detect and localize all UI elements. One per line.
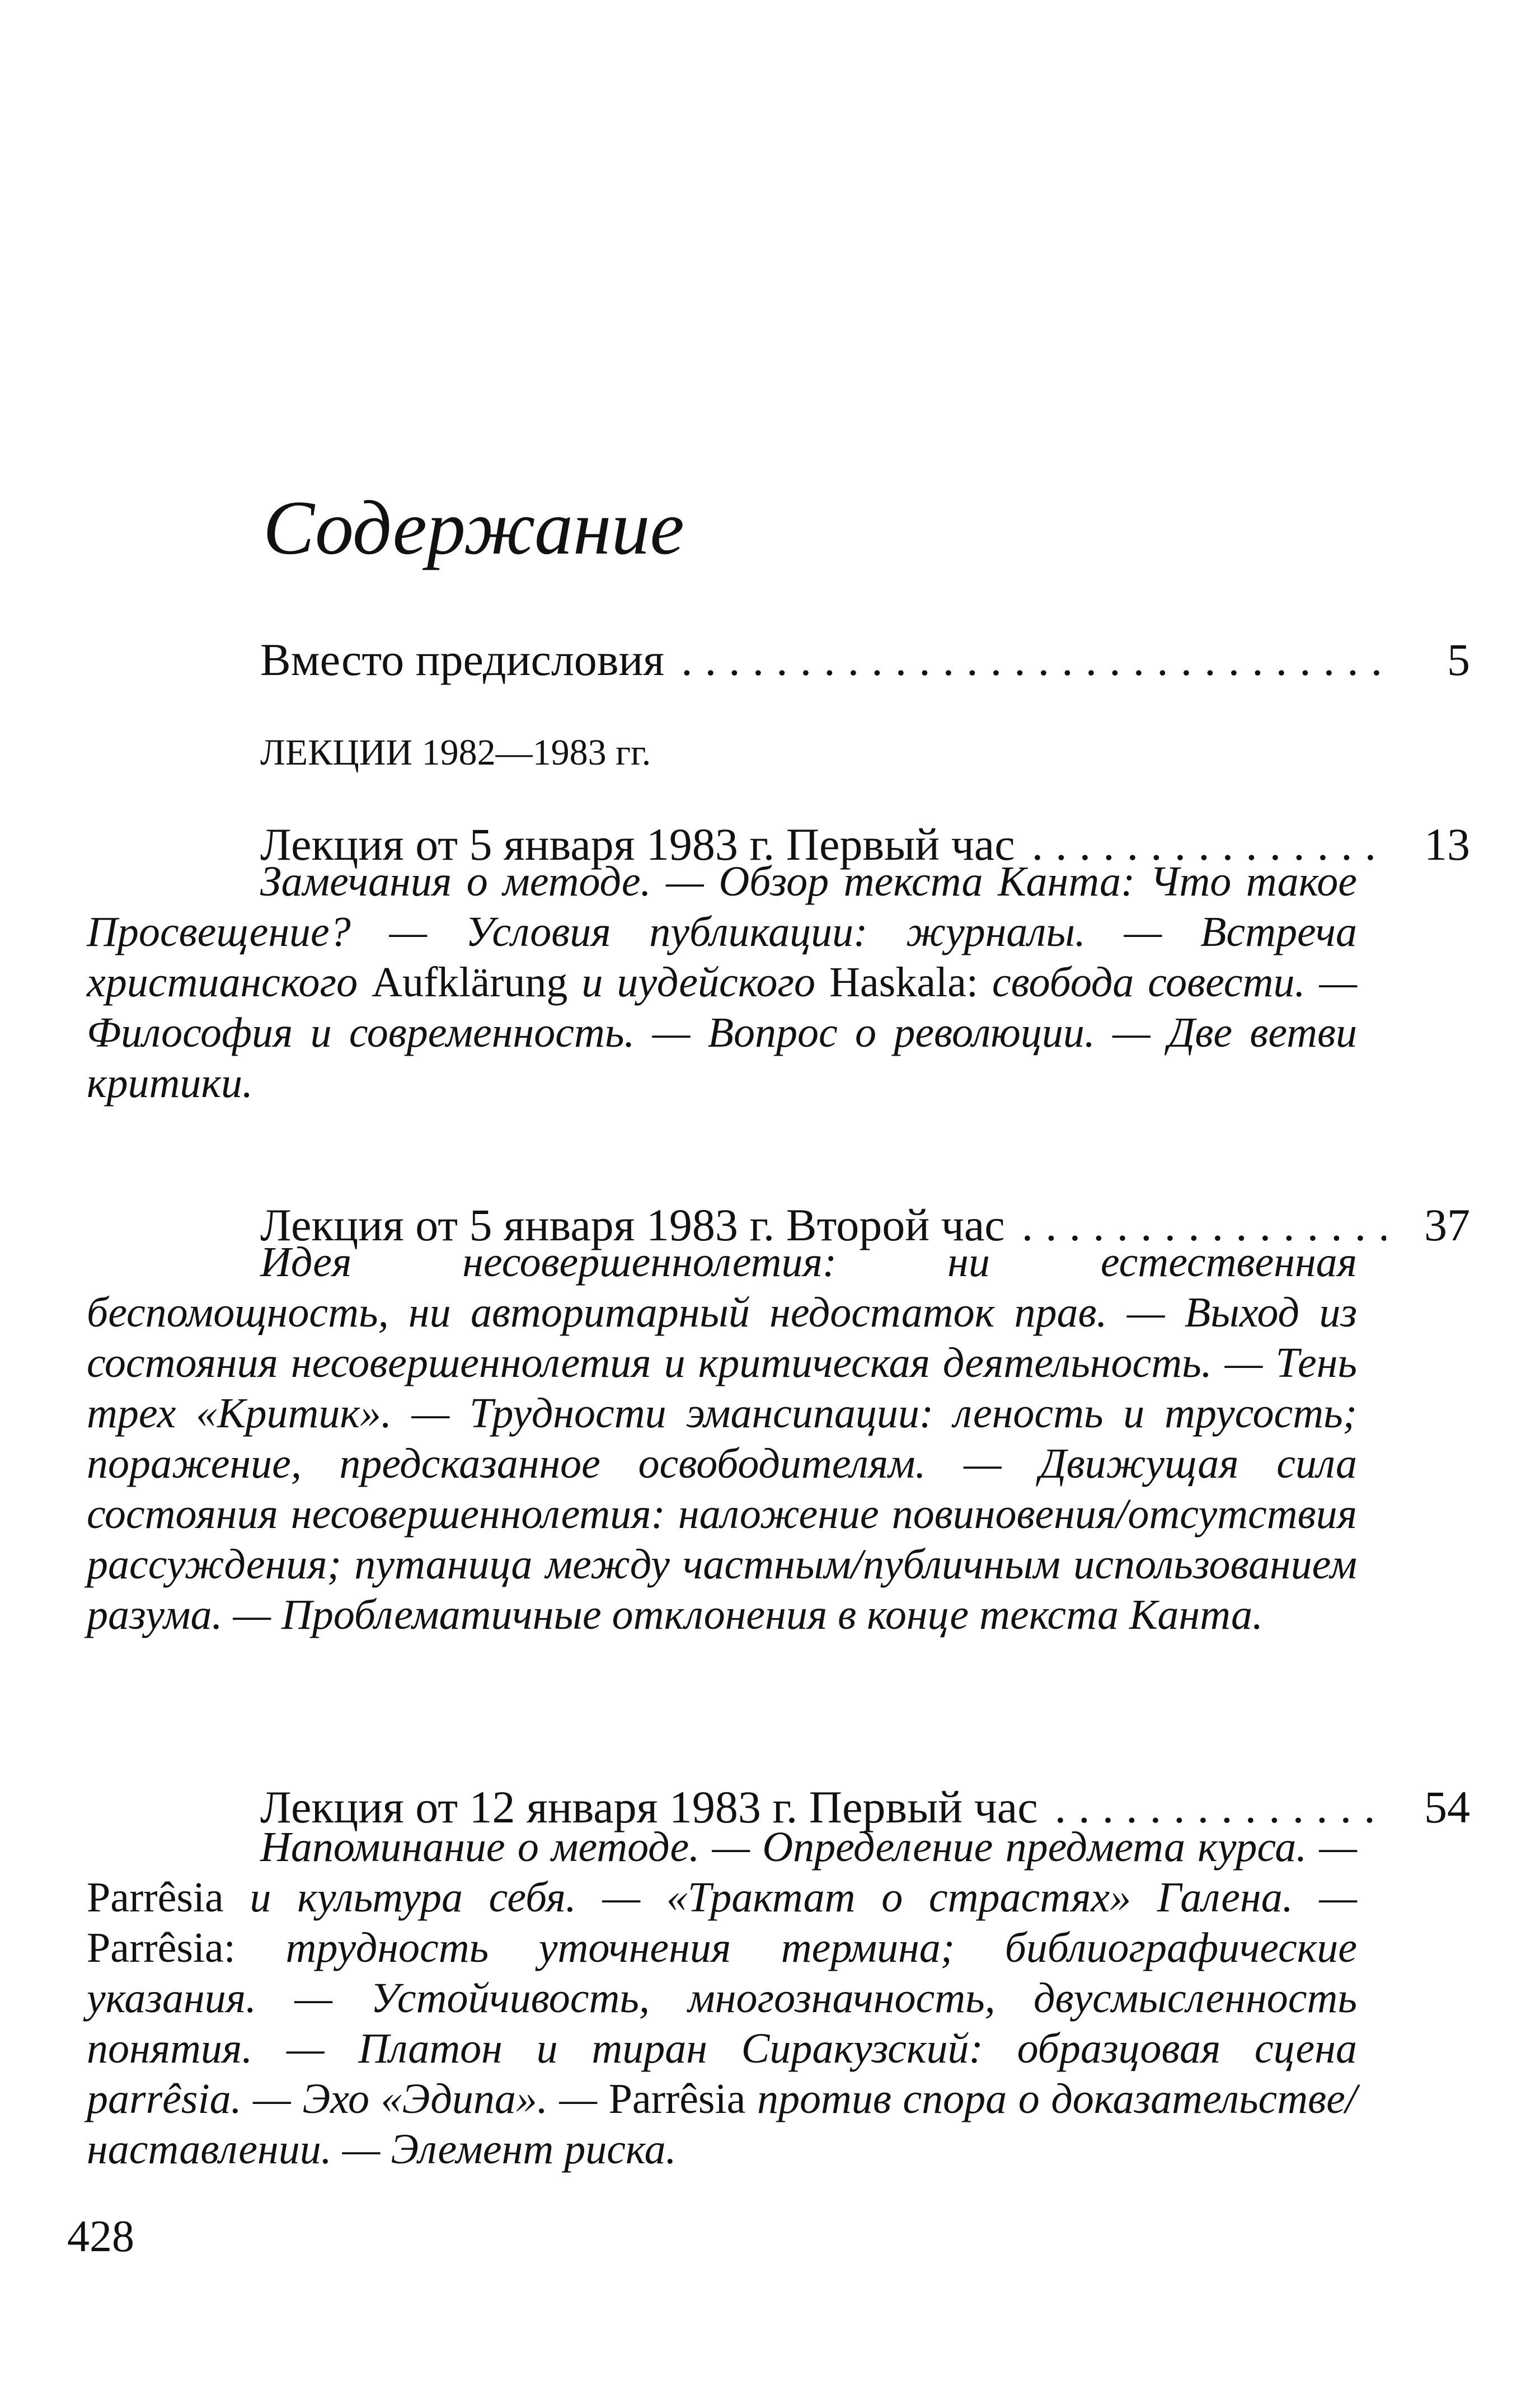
toc-entry-label: Лекция от 5 января 1983 г. Второй час [260, 1199, 1005, 1250]
abstract-segment: Замечания о методе. — Обзор текста Канта: Что такое Просвещение? — Условия публикации: журналы. — Встреча христианского [87, 858, 1357, 1006]
lecture-abstract [87, 1237, 1357, 1640]
toc-entry-label: Лекция от 12 января 1983 г. Первый час [260, 1782, 1038, 1832]
dot-leader [681, 632, 1386, 687]
abstract-segment: против спора о доказательстве/наставлении. — Элемент риска. [87, 2075, 1357, 2173]
toc-entry-page: 37 [1424, 1199, 1470, 1250]
section-heading: ЛЕКЦИИ 1982—1983 гг. [260, 732, 651, 773]
toc-entry-label: Лекция от 5 января 1983 г. Первый час [260, 819, 1015, 870]
abstract-segment: и культура себя. — «Трактат о страстях» Галена. — [223, 1874, 1357, 1921]
abstract-segment: Parrêsia [87, 1874, 224, 1921]
abstract-segment: Идея несовершеннолетия: ни естественная беспомощность, ни авторитарный недостаток прав. — Выход из состояния несовершеннолетия и критическая деятельность. — Тень трех «Критик». — Трудности эмансипации: леность и трусость; поражение, предсказанное освободителям. — Движущая сила состояния несовершеннолетия: наложение повиновения/отсутствия рассуждения; путаница между частным/публичным использованием разума. — Проблематичные отклонения в конце текста Канта. [87, 1239, 1357, 1638]
abstract-segment: Aufklärung [372, 959, 568, 1006]
abstract-segment: Haskala: [829, 959, 978, 1006]
toc-entry-preface[interactable] [260, 632, 1470, 687]
abstract-segment: Напоминание о методе. — Определение предмета курса. — [260, 1824, 1357, 1871]
lecture-abstract [87, 856, 1357, 1108]
page-number: 428 [67, 2212, 134, 2261]
toc-entry-page: 5 [1447, 634, 1470, 685]
abstract-segment: и иудейского [567, 959, 830, 1006]
toc-entry-page: 54 [1424, 1782, 1470, 1832]
abstract-segment: Parrêsia: [87, 1924, 236, 1971]
abstract-segment: свобода совести. — Философия и современность. — Вопрос о революции. — Две ветви критики. [87, 959, 1358, 1107]
toc-entry-page: 13 [1424, 819, 1470, 870]
lecture-abstract [87, 1822, 1357, 2174]
page-title: Содержание [263, 485, 684, 570]
toc-entry-label: Вместо предисловия [260, 634, 665, 685]
abstract-segment: трудность уточнения термина; библиографические указания. — Устойчивость, многозначность, двусмысленность понятия. — Платон и тиран Сиракузский: образцовая сцена parrêsia. — Эхо «Эдипа». — [87, 1924, 1357, 2122]
abstract-segment: Parrêsia [608, 2075, 746, 2122]
